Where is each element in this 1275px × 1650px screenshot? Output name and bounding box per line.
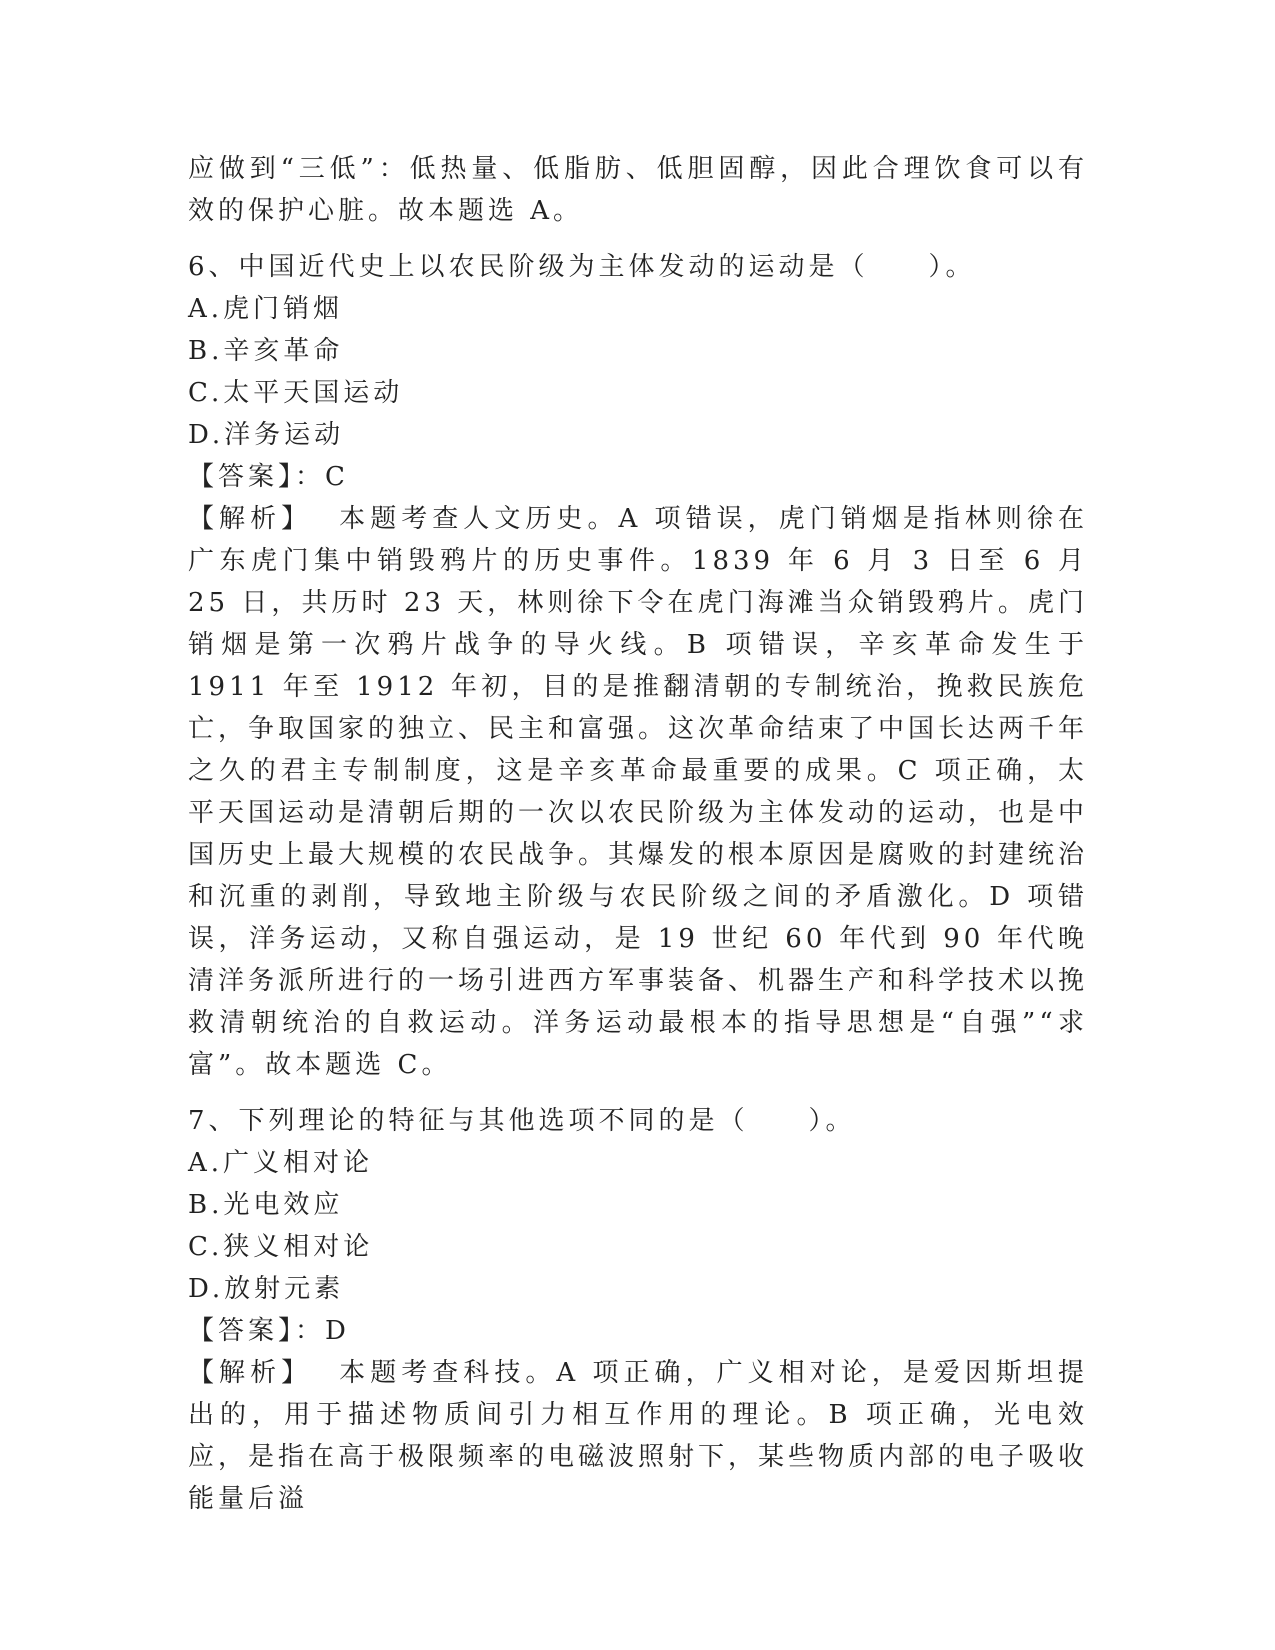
question-6-analysis: [188, 498, 1088, 1086]
question-6-answer: 【答案】：C: [188, 462, 349, 492]
question-7-text: 7、下列理论的特征与其他选项不同的是（ ）。: [188, 1106, 856, 1136]
section-gap: [188, 232, 1088, 246]
document-page: [188, 148, 1088, 1520]
question-7: [188, 1100, 1088, 1520]
question-6-analysis-label: 【解析】: [188, 504, 313, 534]
question-6-option-b: B.辛亥革命: [188, 336, 344, 366]
question-6: [188, 246, 1088, 1086]
question-6-text: 6、中国近代史上以农民阶级为主体发动的运动是（ ）。: [188, 252, 976, 282]
question-6-option-c: C.太平天国运动: [188, 378, 404, 408]
question-6-option-d: D.洋务运动: [188, 420, 345, 450]
question-7-answer: 【答案】：D: [188, 1316, 350, 1346]
question-7-option-a: A.广义相对论: [188, 1148, 374, 1178]
intro-paragraph: 应做到“三低”：低热量、低脂肪、低胆固醇，因此合理饮食可以有效的保护心脏。故本题选 A。: [188, 154, 1088, 226]
question-7-option-d: D.放射元素: [188, 1274, 345, 1304]
question-7-analysis: [188, 1352, 1088, 1520]
question-7-analysis-label: 【解析】: [188, 1358, 313, 1388]
section-gap: [188, 1086, 1088, 1100]
question-7-analysis-text: 本题考查科技。A 项正确，广义相对论，是爱因斯坦提出的，用于描述物质间引力相互作用的理论。B 项正确，光电效应，是指在高于极限频率的电磁波照射下，某些物质内部的电子吸收能量后溢: [188, 1358, 1089, 1514]
question-6-analysis-text: 本题考查人文历史。A 项错误，虎门销烟是指林则徐在广东虎门集中销毁鸦片的历史事件。1839 年 6 月 3 日至 6 月 25 日，共历时 23 天，林则徐下令在虎门海滩当众销毁鸦片。虎门销烟是第一次鸦片战争的导火线。B 项错误，辛亥革命发生于 1911 年至 1912 年初，目的是推翻清朝的专制统治，挽救民族危亡，争取国家的独立、民主和富强。这次革命结束了中国长达两千年之久的君主专制制度，这是辛亥革命最重要的成果。C 项正确，太平天国运动是清朝后期的一次以农民阶级为主体发动的运动，也是中国历史上最大规模的农民战争。其爆发的根本原因是腐败的封建统治和沉重的剥削，导致地主阶级与农民阶级之间的矛盾激化。D 项错误，洋务运动，又称自强运动，是 19 世纪 60 年代到 90 年代晚清洋务派所进行的一场引进西方军事装备、机器生产和科学技术以挽救清朝统治的自救运动。洋务运动最根本的指导思想是“自强”“求富”。故本题选 C。: [188, 504, 1089, 1080]
question-7-option-b: B.光电效应: [188, 1190, 344, 1220]
question-7-option-c: C.狭义相对论: [188, 1232, 374, 1262]
question-6-option-a: A.虎门销烟: [188, 294, 344, 324]
